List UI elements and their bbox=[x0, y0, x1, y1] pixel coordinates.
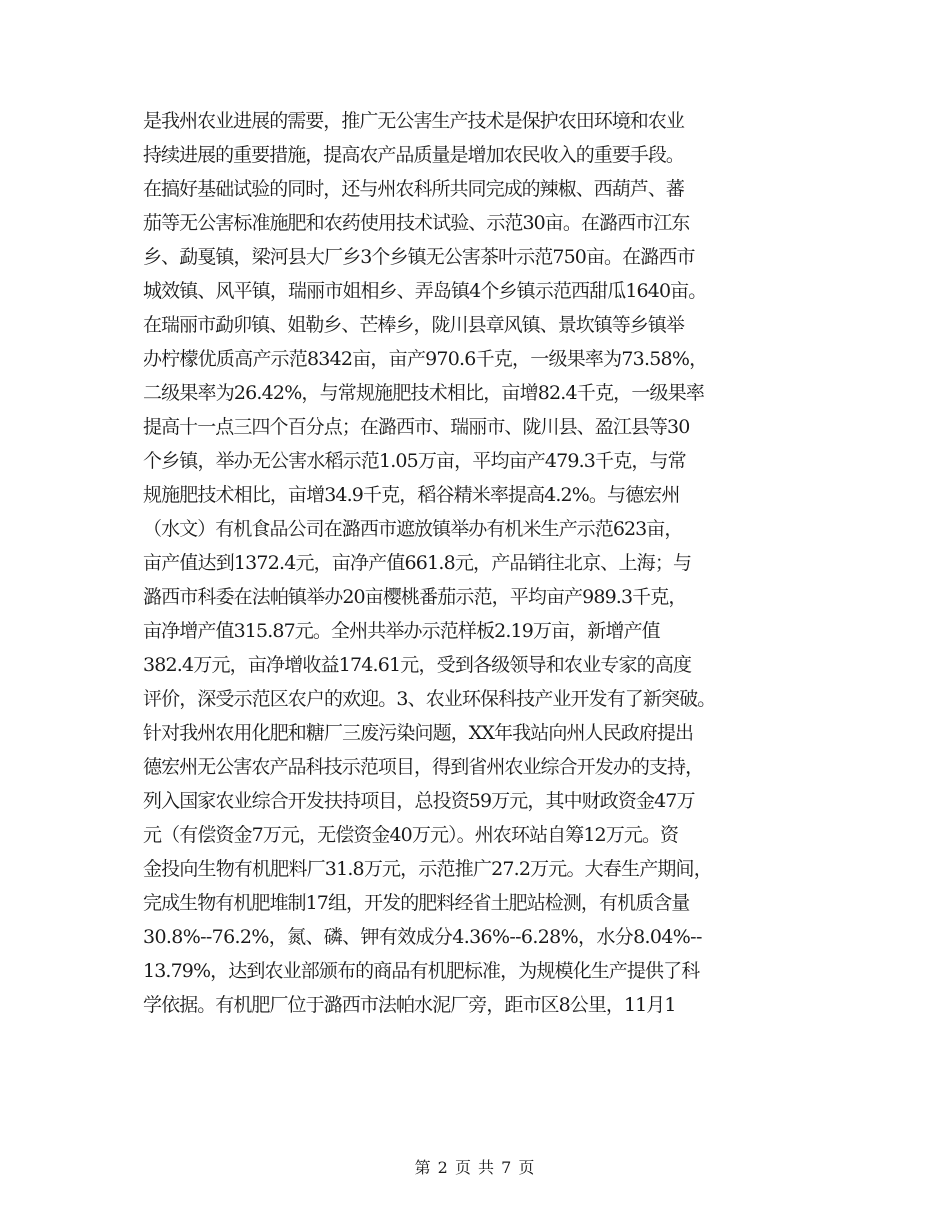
text-line: 是我州农业进展的需要，推广无公害生产技术是保护农田环境和农业 bbox=[143, 110, 684, 132]
text-line: 列入国家农业综合开发扶持项目，总投资59万元，其中财政资金47万 bbox=[143, 790, 695, 812]
text-line: 完成生物有机肥堆制17组，开发的肥料经省土肥站检测，有机质含量 bbox=[143, 892, 690, 914]
text-line: 学依据。有机肥厂位于潞西市法帕水泥厂旁，距市区8公里，11月1 bbox=[143, 994, 676, 1016]
text-line: 持续进展的重要措施，提高农产品质量是增加农民收入的重要手段。 bbox=[143, 144, 684, 166]
text-line: 二级果率为26.42%，与常规施肥技术相比，亩增82.4千克，一级果率 bbox=[143, 382, 705, 404]
text-line: （水文）有机食品公司在潞西市遮放镇举办有机米生产示范623亩， bbox=[143, 518, 683, 540]
text-line: 城效镇、风平镇，瑞丽市姐相乡、弄岛镇4个乡镇示范西甜瓜1640亩。 bbox=[143, 280, 707, 302]
text-line: 潞西市科委在法帕镇举办20亩樱桃番茄示范，平均亩产989.3千克， bbox=[143, 586, 687, 608]
text-line: 乡、勐戛镇，梁河县大厂乡3个乡镇无公害茶叶示范750亩。在潞西市 bbox=[143, 246, 695, 268]
text-line: 在瑞丽市勐卯镇、姐勒乡、芒棒乡，陇川县章风镇、景坎镇等乡镇举 bbox=[143, 314, 684, 336]
text-line: 金投向生物有机肥料厂31.8万元，示范推广27.2万元。大春生产期间， bbox=[143, 858, 712, 880]
text-line: 茄等无公害标准施肥和农药使用技术试验、示范30亩。在潞西市江东 bbox=[143, 212, 690, 234]
text-line: 针对我州农用化肥和糖厂三废污染问题，XX年我站向州人民政府提出 bbox=[143, 722, 694, 744]
body-text bbox=[143, 104, 823, 1022]
page-footer: 第 2 页 共 7 页 bbox=[414, 1158, 536, 1177]
text-line: 30.8%--76.2%，氮、磷、钾有效成分4.36%--6.28%，水分8.04%-- bbox=[143, 926, 702, 948]
text-line: 在搞好基础试验的同时，还与州农科所共同完成的辣椒、西葫芦、蕃 bbox=[143, 178, 684, 200]
text-line: 提高十一点三四个百分点；在潞西市、瑞丽市、陇川县、盈江县等30 bbox=[143, 416, 690, 438]
text-line: 元（有偿资金7万元，无偿资金40万元）。州农环站自筹12万元。资 bbox=[143, 824, 679, 846]
text-line: 个乡镇，举办无公害水稻示范1.05万亩，平均亩产479.3千克，与常 bbox=[143, 450, 686, 472]
text-line: 办柠檬优质高产示范8342亩，亩产970.6千克，一级果率为73.58%， bbox=[143, 348, 708, 370]
text-line: 评价，深受示范区农户的欢迎。3、农业环保科技产业开发有了新突破。 bbox=[143, 688, 716, 710]
text-line: 382.4万元，亩净增收益174.61元，受到各级领导和农业专家的高度 bbox=[143, 654, 692, 676]
text-line: 德宏州无公害农产品科技示范项目，得到省州农业综合开发办的支持， bbox=[143, 756, 704, 778]
text-line: 规施肥技术相比，亩增34.9千克，稻谷精米率提高4.2%。与德宏州 bbox=[143, 484, 680, 506]
text-line: 亩净增产值315.87元。全州共举办示范样板2.19万亩，新增产值 bbox=[143, 620, 660, 642]
text-line: 13.79%，达到农业部颁布的商品有机肥标准，为规模化生产提供了科 bbox=[143, 960, 700, 982]
text-line: 亩产值达到1372.4元，亩净产值661.8元，产品销往北京、上海；与 bbox=[143, 552, 692, 574]
